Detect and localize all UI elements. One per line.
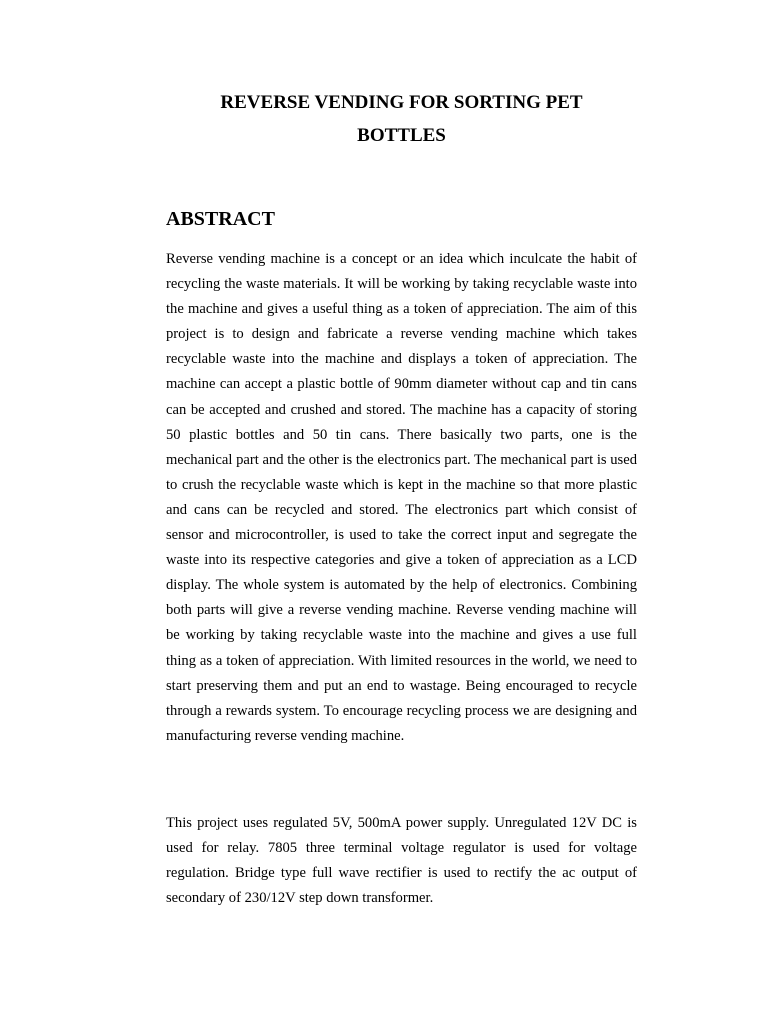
document-title	[165, 86, 638, 152]
abstract-heading: ABSTRACT	[166, 208, 275, 230]
title-line-1: REVERSE VENDING FOR SORTING PET	[220, 92, 583, 113]
abstract-paragraph-2: This project uses regulated 5V, 500mA power supply. Unregulated 12V DC is used for relay. 7805 three terminal voltage regulator is used for voltage regulation. Bridge type full wave rectifier is used to rectify the ac output of secondary of 230/12V step down transformer.	[166, 815, 637, 907]
title-line-2: BOTTLES	[357, 125, 446, 146]
abstract-paragraph-1: Reverse vending machine is a concept or an idea which inculcate the habit of recycling the waste materials. It will be working by taking recyclable waste into the machine and gives a useful thing as a token of appreciation. The aim of this project is to design and fabricate a reverse vending machine which takes recyclable waste into the machine and displays a token of appreciation. The machine can accept a plastic bottle of 90mm diameter without cap and tin cans can be accepted and crushed and stored. The machine has a capacity of storing 50 plastic bottles and 50 tin cans. There basically two parts, one is the mechanical part and the other is the electronics part. The mechanical part is used to crush the recyclable waste which is kept in the machine so that more plastic and cans can be recycled and stored. The electronics part which consist of sensor and microcontroller, is used to take the correct input and segregate the waste into its respective categories and give a token of appreciation as a LCD display. The whole system is automated by the help of electronics. Combining both parts will give a reverse vending machine. Reverse vending machine will be working by taking recyclable waste into the machine and gives a use full thing as a token of appreciation. With limited resources in the world, we need to start preserving them and put an end to wastage. Being encouraged to recycle through a rewards system. To encourage recycling process we are designing and manufacturing reverse vending machine.	[166, 251, 637, 744]
